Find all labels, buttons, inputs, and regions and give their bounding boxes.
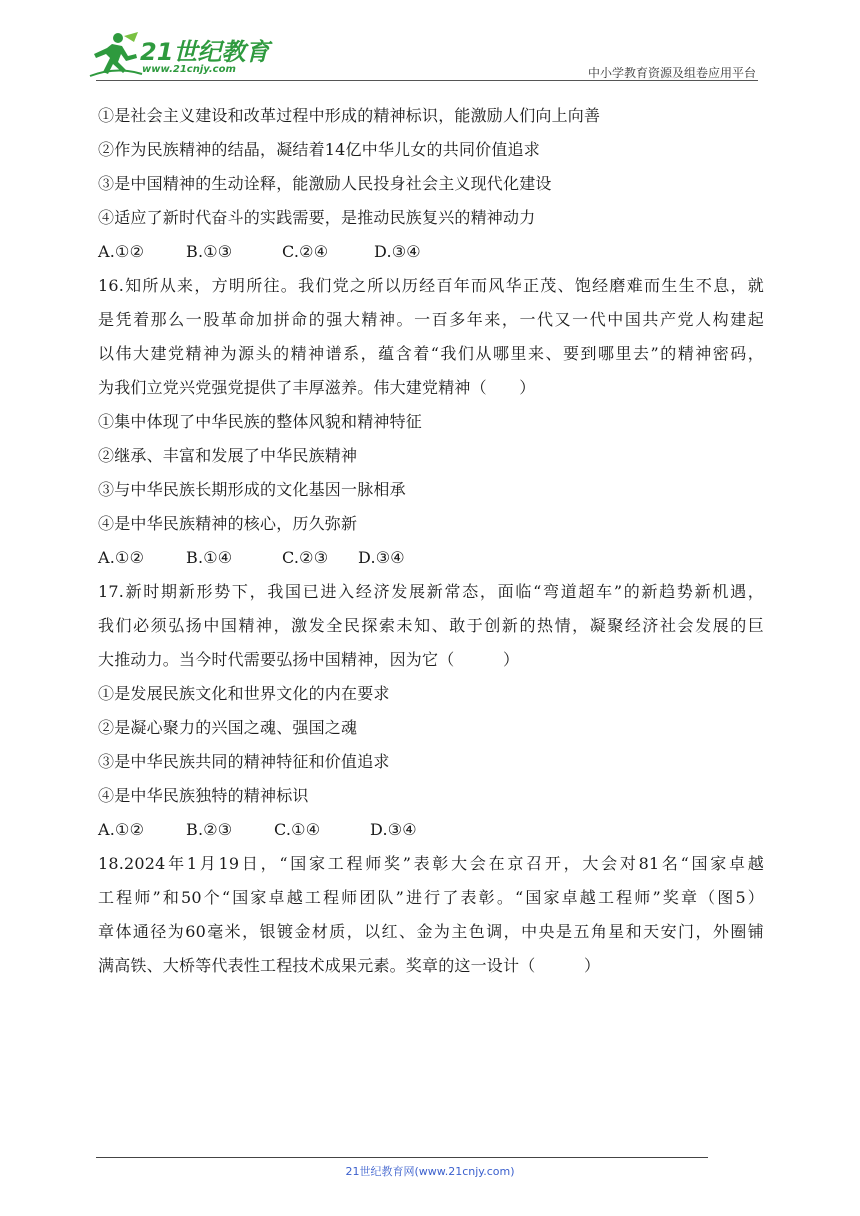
q15-option-c[interactable]: C.②④ <box>282 242 329 261</box>
logo <box>88 30 270 80</box>
q18-stem-line-4: 满高铁、大桥等代表性工程技术成果元素。奖章的这一设计（ ） <box>98 956 601 975</box>
q17-option-a[interactable]: A.①② <box>98 820 145 839</box>
q16-stem-line-3: 以伟大建党精神为源头的精神谱系，蕴含着“我们从哪里来、要到哪里去”的精神密码， <box>98 344 764 363</box>
q17-stem-line-3: 大推动力。当今时代需要弘扬中国精神，因为它（ ） <box>98 650 520 669</box>
q16-options <box>98 541 764 575</box>
q16-item-1: ①集中体现了中华民族的整体风貌和精神特征 <box>98 412 423 431</box>
platform-title: 中小学教育资源及组卷应用平台 <box>587 66 756 80</box>
q15-item-2: ②作为民族精神的结晶，凝结着14亿中华儿女的共同价值追求 <box>98 140 540 159</box>
question-18 <box>98 847 764 983</box>
q16-stem-line-4: 为我们立党兴党强党提供了丰厚滋养。伟大建党精神（ ） <box>98 378 536 397</box>
q16-option-c[interactable]: C.②③ <box>282 548 329 567</box>
q18-stem-line-2: 工程师”和50个“国家卓越工程师团队”进行了表彰。“国家卓越工程师”奖章（图5） <box>98 888 764 907</box>
q16-stem-line-2: 是凭着那么一股革命加拼命的强大精神。一百多年来，一代又一代中国共产党人构建起 <box>98 310 764 329</box>
q16-item-3: ③与中华民族长期形成的文化基因一脉相承 <box>98 480 406 499</box>
footer-divider <box>96 1157 708 1158</box>
q17-item-1: ①是发展民族文化和世界文化的内在要求 <box>98 684 390 703</box>
q15-item-1: ①是社会主义建设和改革过程中形成的精神标识，能激励人们向上向善 <box>98 106 601 125</box>
q15-options <box>98 235 764 269</box>
q17-stem-line-2: 我们必须弘扬中国精神，激发全民探索未知、敢于创新的热情，凝聚经济社会发展的巨 <box>98 616 764 635</box>
q16-item-2: ②继承、丰富和发展了中华民族精神 <box>98 446 358 465</box>
page-header <box>0 0 860 90</box>
logo-brand-text: 21世纪教育 <box>140 38 270 66</box>
q17-item-4: ④是中华民族独特的精神标识 <box>98 786 309 805</box>
header-divider <box>96 80 758 81</box>
footer-link[interactable]: 21世纪教育网(www.21cnjy.com) <box>345 1165 515 1178</box>
q17-item-3: ③是中华民族共同的精神特征和价值追求 <box>98 752 390 771</box>
q17-item-2: ②是凝心聚力的兴国之魂、强国之魂 <box>98 718 358 737</box>
q16-option-a[interactable]: A.①② <box>98 548 145 567</box>
q17-stem-line-1: 17.新时期新形势下，我国已进入经济发展新常态，面临“弯道超车”的新趋势新机遇， <box>98 582 764 601</box>
question-16 <box>98 269 764 575</box>
q17-option-b[interactable]: B.②③ <box>186 820 233 839</box>
q18-stem-line-3: 章体通径为60毫米，银镀金材质，以红、金为主色调，中央是五角星和天安门，外圈铺 <box>98 922 764 941</box>
q15-option-b[interactable]: B.①③ <box>186 242 233 261</box>
q15-item-4: ④适应了新时代奋斗的实践需要，是推动民族复兴的精神动力 <box>98 208 536 227</box>
logo-url-text: www.21cnjy.com <box>142 64 236 75</box>
q16-option-b[interactable]: B.①④ <box>186 548 233 567</box>
document-body <box>98 99 764 983</box>
question-15-items <box>98 99 764 235</box>
q16-stem-line-1: 16.知所从来，方明所往。我们党之所以历经百年而风华正茂、饱经磨难而生生不息，就 <box>98 276 764 295</box>
q17-options <box>98 813 764 847</box>
q15-option-a[interactable]: A.①② <box>98 242 145 261</box>
q16-item-4: ④是中华民族精神的核心，历久弥新 <box>98 514 358 533</box>
q17-option-c[interactable]: C.①④ <box>274 820 321 839</box>
q15-item-3: ③是中国精神的生动诠释，能激励人民投身社会主义现代化建设 <box>98 174 552 193</box>
question-17 <box>98 575 764 847</box>
q18-stem-line-1: 18.2024年1月19日，“国家工程师奖”表彰大会在京召开，大会对81名“国家卓越 <box>98 854 764 873</box>
q15-option-d[interactable]: D.③④ <box>374 242 421 261</box>
q16-option-d[interactable]: D.③④ <box>358 548 405 567</box>
runner-logo-icon <box>88 30 144 78</box>
q17-option-d[interactable]: D.③④ <box>370 820 417 839</box>
